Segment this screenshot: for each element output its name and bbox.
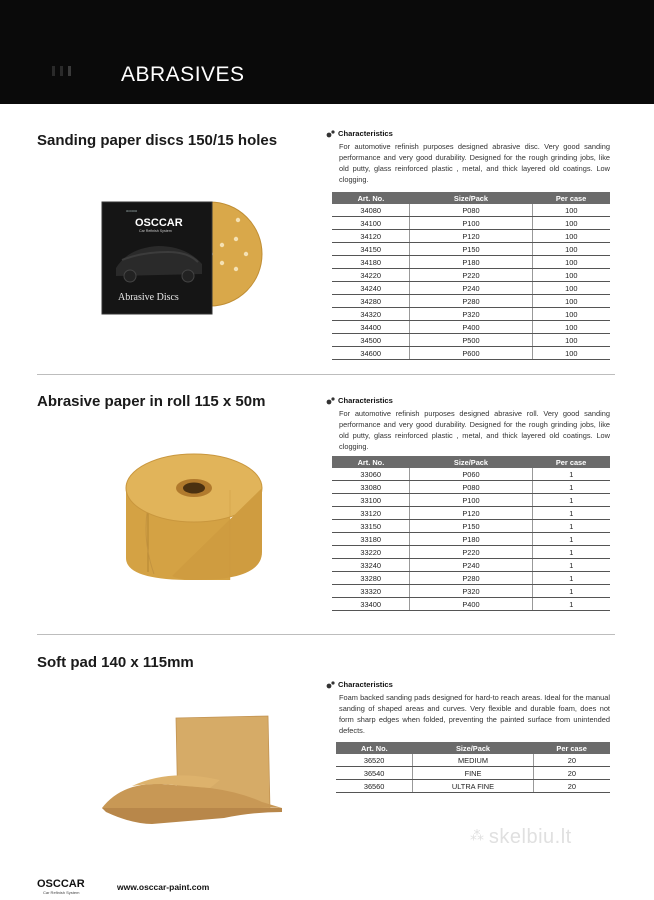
table-row — [336, 754, 610, 767]
table-cell: 33220 — [332, 546, 410, 559]
table-row — [332, 282, 610, 295]
table-row — [332, 572, 610, 585]
table-cell: 33400 — [332, 598, 410, 611]
column-header: Art. No. — [332, 192, 410, 204]
table-cell: 1 — [532, 520, 610, 533]
table-cell: P220 — [410, 269, 532, 282]
table-row — [332, 494, 610, 507]
table-cell: 34220 — [332, 269, 410, 282]
column-header: Art. No. — [336, 742, 413, 754]
section-divider — [37, 634, 615, 635]
table-cell: 34600 — [332, 347, 410, 360]
table-row — [332, 507, 610, 520]
section-divider — [37, 374, 615, 375]
table-cell: P400 — [410, 321, 532, 334]
table-cell: 33180 — [332, 533, 410, 546]
abrasive-discs-box-image — [98, 190, 270, 320]
table-row — [332, 585, 610, 598]
table-cell: 100 — [532, 269, 610, 282]
table-cell: 36520 — [336, 754, 413, 767]
section-title: Soft pad 140 x 115mm — [37, 654, 194, 671]
table-row — [336, 780, 610, 793]
table-cell: P400 — [410, 598, 532, 611]
table-cell: 1 — [532, 559, 610, 572]
table-cell: 34180 — [332, 256, 410, 269]
table-cell: 100 — [532, 243, 610, 256]
table-row — [332, 559, 610, 572]
table-cell: 33100 — [332, 494, 410, 507]
table-cell: 100 — [532, 295, 610, 308]
table-cell: 33240 — [332, 559, 410, 572]
table-cell: P320 — [410, 585, 532, 598]
table-row — [332, 334, 610, 347]
table-row — [336, 767, 610, 780]
table-cell: P280 — [410, 572, 532, 585]
table-cell: 1 — [532, 494, 610, 507]
column-header: Art. No. — [332, 456, 410, 468]
table-cell: P220 — [410, 546, 532, 559]
table-cell: 34500 — [332, 334, 410, 347]
table-cell: 34100 — [332, 217, 410, 230]
box-brand: OSCCAR — [135, 217, 183, 229]
table-cell: 20 — [533, 767, 610, 780]
table-cell: 1 — [532, 481, 610, 494]
table-cell: P600 — [410, 347, 532, 360]
table-cell: 34320 — [332, 308, 410, 321]
table-cell: P320 — [410, 308, 532, 321]
table-row — [332, 308, 610, 321]
product-table — [332, 456, 610, 611]
table-cell: 1 — [532, 585, 610, 598]
table-row — [332, 321, 610, 334]
table-cell: 34150 — [332, 243, 410, 256]
table-cell: 34400 — [332, 321, 410, 334]
table-cell: P180 — [410, 533, 532, 546]
website-link[interactable]: www.osccar-paint.com — [117, 882, 210, 892]
abrasive-roll-image — [112, 448, 282, 588]
table-cell: P060 — [410, 468, 532, 481]
characteristics-heading: Characteristics — [338, 680, 393, 689]
table-cell: P240 — [410, 559, 532, 572]
table-row — [332, 230, 610, 243]
table-cell: MEDIUM — [413, 754, 534, 767]
watermark: ⁂ skelbiu.lt — [470, 826, 572, 848]
footer-tagline: Car Refinish System — [43, 890, 80, 895]
table-row — [332, 295, 610, 308]
table-row — [332, 204, 610, 217]
table-row — [332, 256, 610, 269]
column-header: Size/Pack — [410, 456, 532, 468]
table-cell: P280 — [410, 295, 532, 308]
table-cell: P240 — [410, 282, 532, 295]
characteristics-text: Foam backed sanding pads designed for hard-to reach areas. Ideal for the manual sanding of shaped areas and curves. Very flexible and durable foam, does not form sharp edges when folded, preventing the painted surface from unintended defects. — [339, 693, 610, 735]
column-header: Size/Pack — [413, 742, 534, 754]
table-row — [332, 598, 610, 611]
section-title: Abrasive paper in roll 115 x 50m — [37, 393, 266, 410]
table-header-row — [336, 742, 610, 754]
table-row — [332, 347, 610, 360]
table-row — [332, 481, 610, 494]
table-cell: 100 — [532, 217, 610, 230]
table-cell: P100 — [410, 494, 532, 507]
table-cell: 20 — [533, 780, 610, 793]
table-cell: 34080 — [332, 204, 410, 217]
table-row — [332, 546, 610, 559]
table-cell: 36540 — [336, 767, 413, 780]
section-title: Sanding paper discs 150/15 holes — [37, 132, 278, 149]
table-cell: 20 — [533, 754, 610, 767]
column-header: Per case — [532, 456, 610, 468]
header-mark-icon — [52, 66, 78, 76]
table-cell: 1 — [532, 598, 610, 611]
table-cell: 1 — [532, 572, 610, 585]
table-row — [332, 468, 610, 481]
table-cell: P120 — [410, 230, 532, 243]
characteristics-heading: Characteristics — [338, 396, 393, 405]
table-cell: ULTRA FINE — [413, 780, 534, 793]
table-cell: 1 — [532, 533, 610, 546]
table-cell: 34280 — [332, 295, 410, 308]
table-header-row — [332, 192, 610, 204]
table-row — [332, 243, 610, 256]
table-cell: 33080 — [332, 481, 410, 494]
table-cell: 100 — [532, 204, 610, 217]
table-cell: 100 — [532, 347, 610, 360]
table-cell: 33150 — [332, 520, 410, 533]
characteristics-heading: Characteristics — [338, 129, 393, 138]
table-row — [332, 269, 610, 282]
table-cell: P150 — [410, 520, 532, 533]
table-cell: 33120 — [332, 507, 410, 520]
watermark-dots-icon: ⁂ — [470, 827, 489, 843]
table-cell: 100 — [532, 308, 610, 321]
table-cell: 100 — [532, 321, 610, 334]
characteristics-text: For automotive refinish purposes designed abrasive roll. Very good sanding performance and very good durability. Designed for the rough grinding jobs, like old putty, glass reinforced plastic , metal, and thick layered old coatings. Low clogging. — [339, 409, 610, 451]
table-header-row — [332, 456, 610, 468]
box-tagline: Car Refinish System — [139, 229, 172, 233]
gear-icon — [326, 397, 335, 405]
characteristics-block — [326, 680, 610, 736]
product-table — [332, 192, 610, 360]
table-cell: FINE — [413, 767, 534, 780]
table-cell: P150 — [410, 243, 532, 256]
table-cell: 100 — [532, 282, 610, 295]
table-cell: 100 — [532, 230, 610, 243]
table-cell: 1 — [532, 468, 610, 481]
table-cell: P080 — [410, 481, 532, 494]
gear-icon — [326, 681, 335, 689]
characteristics-block — [326, 129, 610, 185]
table-cell: P080 — [410, 204, 532, 217]
gear-icon — [326, 130, 335, 138]
table-cell: 100 — [532, 334, 610, 347]
table-cell: P100 — [410, 217, 532, 230]
table-cell: 34120 — [332, 230, 410, 243]
page-header — [0, 0, 654, 104]
table-cell: 1 — [532, 546, 610, 559]
product-table — [336, 742, 610, 793]
column-header: Per case — [532, 192, 610, 204]
table-cell: 100 — [532, 256, 610, 269]
column-header: Size/Pack — [410, 192, 532, 204]
table-cell: 36560 — [336, 780, 413, 793]
table-cell: 34240 — [332, 282, 410, 295]
footer-brand: OSCCAR — [37, 878, 85, 890]
soft-pad-image — [92, 712, 302, 832]
table-cell: P120 — [410, 507, 532, 520]
table-cell: P500 — [410, 334, 532, 347]
table-row — [332, 217, 610, 230]
characteristics-block — [326, 396, 610, 452]
table-cell: P180 — [410, 256, 532, 269]
table-row — [332, 533, 610, 546]
footer-logo — [37, 879, 85, 895]
column-header: Per case — [533, 742, 610, 754]
table-cell: 33280 — [332, 572, 410, 585]
table-cell: 33320 — [332, 585, 410, 598]
box-label: Abrasive Discs — [118, 292, 179, 303]
table-row — [332, 520, 610, 533]
box-crown-icon: ooooo — [126, 208, 138, 213]
table-cell: 1 — [532, 507, 610, 520]
page-title: ABRASIVES — [121, 63, 245, 86]
table-cell: 33060 — [332, 468, 410, 481]
characteristics-text: For automotive refinish purposes designed abrasive disc. Very good sanding performance and very good durability. Designed for the rough grinding jobs, like old putty, glass reinforced plastic , metal, and thick layered old coatings. Low clogging. — [339, 142, 610, 184]
